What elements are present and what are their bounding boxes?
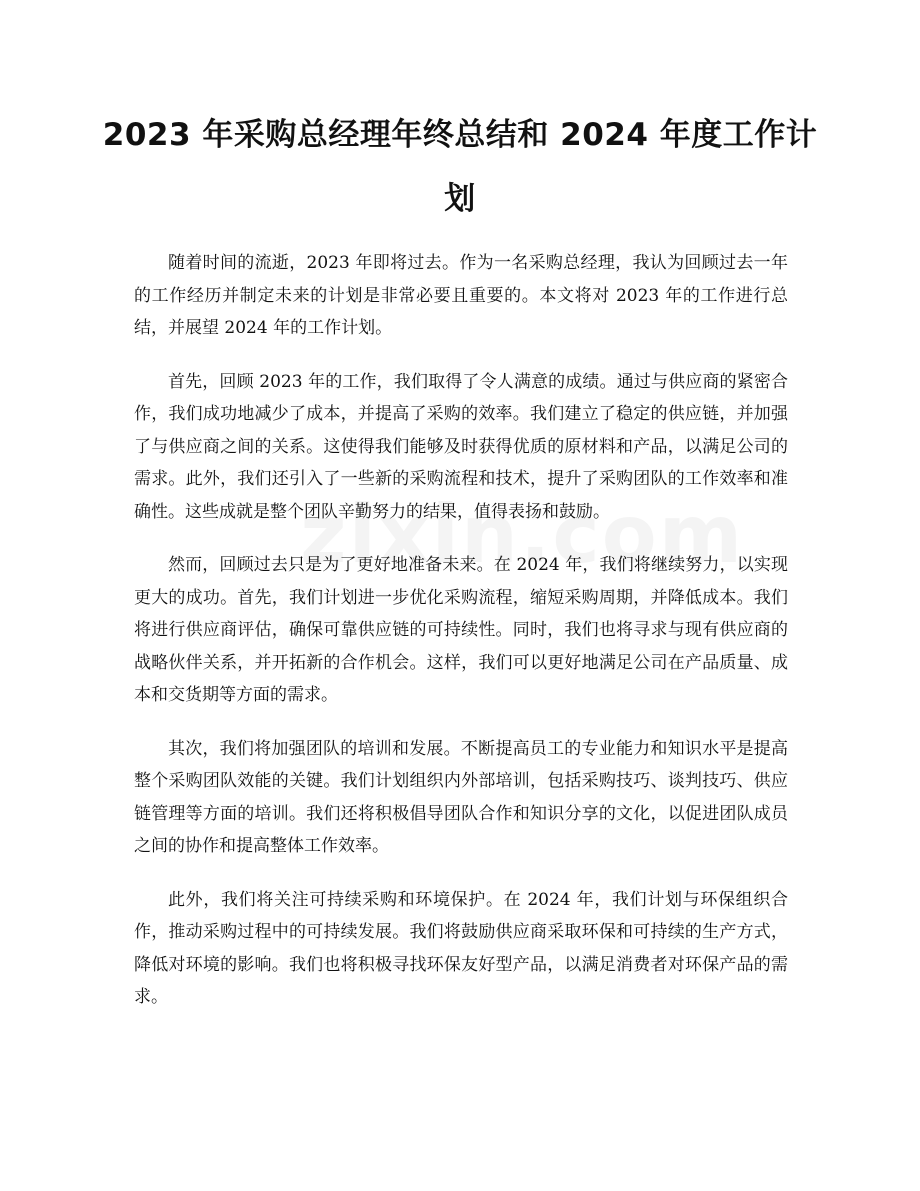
document-title: 2023 年采购总经理年终总结和 2024 年度工作计划 [102,117,818,217]
document-body [134,247,788,1035]
paragraph-4: 其次，我们将加强团队的培训和发展。不断提高员工的专业能力和知识水平是提高整个采购团队效能的关键。我们计划组织内外部培训，包括采购技巧、谈判技巧、供应链管理等方面的培训。我们还将积极倡导团队合作和知识分享的文化，以促进团队成员之间的协作和提高整体工作效率。 [134,738,788,856]
paragraph-5: 此外，我们将关注可持续采购和环境保护。在 2024 年，我们计划与环保组织合作，推动采购过程中的可持续发展。我们将鼓励供应商采取环保和可持续的生产方式，降低对环境的影响。我们也将积极寻找环保友好型产品，以满足消费者对环保产品的需求。 [134,889,788,1007]
paragraph-2: 首先，回顾 2023 年的工作，我们取得了令人满意的成绩。通过与供应商的紧密合作，我们成功地减少了成本，并提高了采购的效率。我们建立了稳定的供应链，并加强了与供应商之间的关系。这使得我们能够及时获得优质的原材料和产品，以满足公司的需求。此外，我们还引入了一些新的采购流程和技术，提升了采购团队的工作效率和准确性。这些成就是整个团队辛勤努力的结果，值得表扬和鼓励。 [134,371,788,522]
paragraph-3: 然而，回顾过去只是为了更好地准备未来。在 2024 年，我们将继续努力，以实现更大的成功。首先，我们计划进一步优化采购流程，缩短采购周期，并降低成本。我们将进行供应商评估，确保可靠供应链的可持续性。同时，我们也将寻求与现有供应商的战略伙伴关系，并开拓新的合作机会。这样，我们可以更好地满足公司在产品质量、成本和交货期等方面的需求。 [134,555,788,705]
paragraph-1: 随着时间的流逝，2023 年即将过去。作为一名采购总经理，我认为回顾过去一年的工作经历并制定未来的计划是非常必要且重要的。本文将对 2023 年的工作进行总结，并展望 2024 年的工作计划。 [134,253,788,338]
